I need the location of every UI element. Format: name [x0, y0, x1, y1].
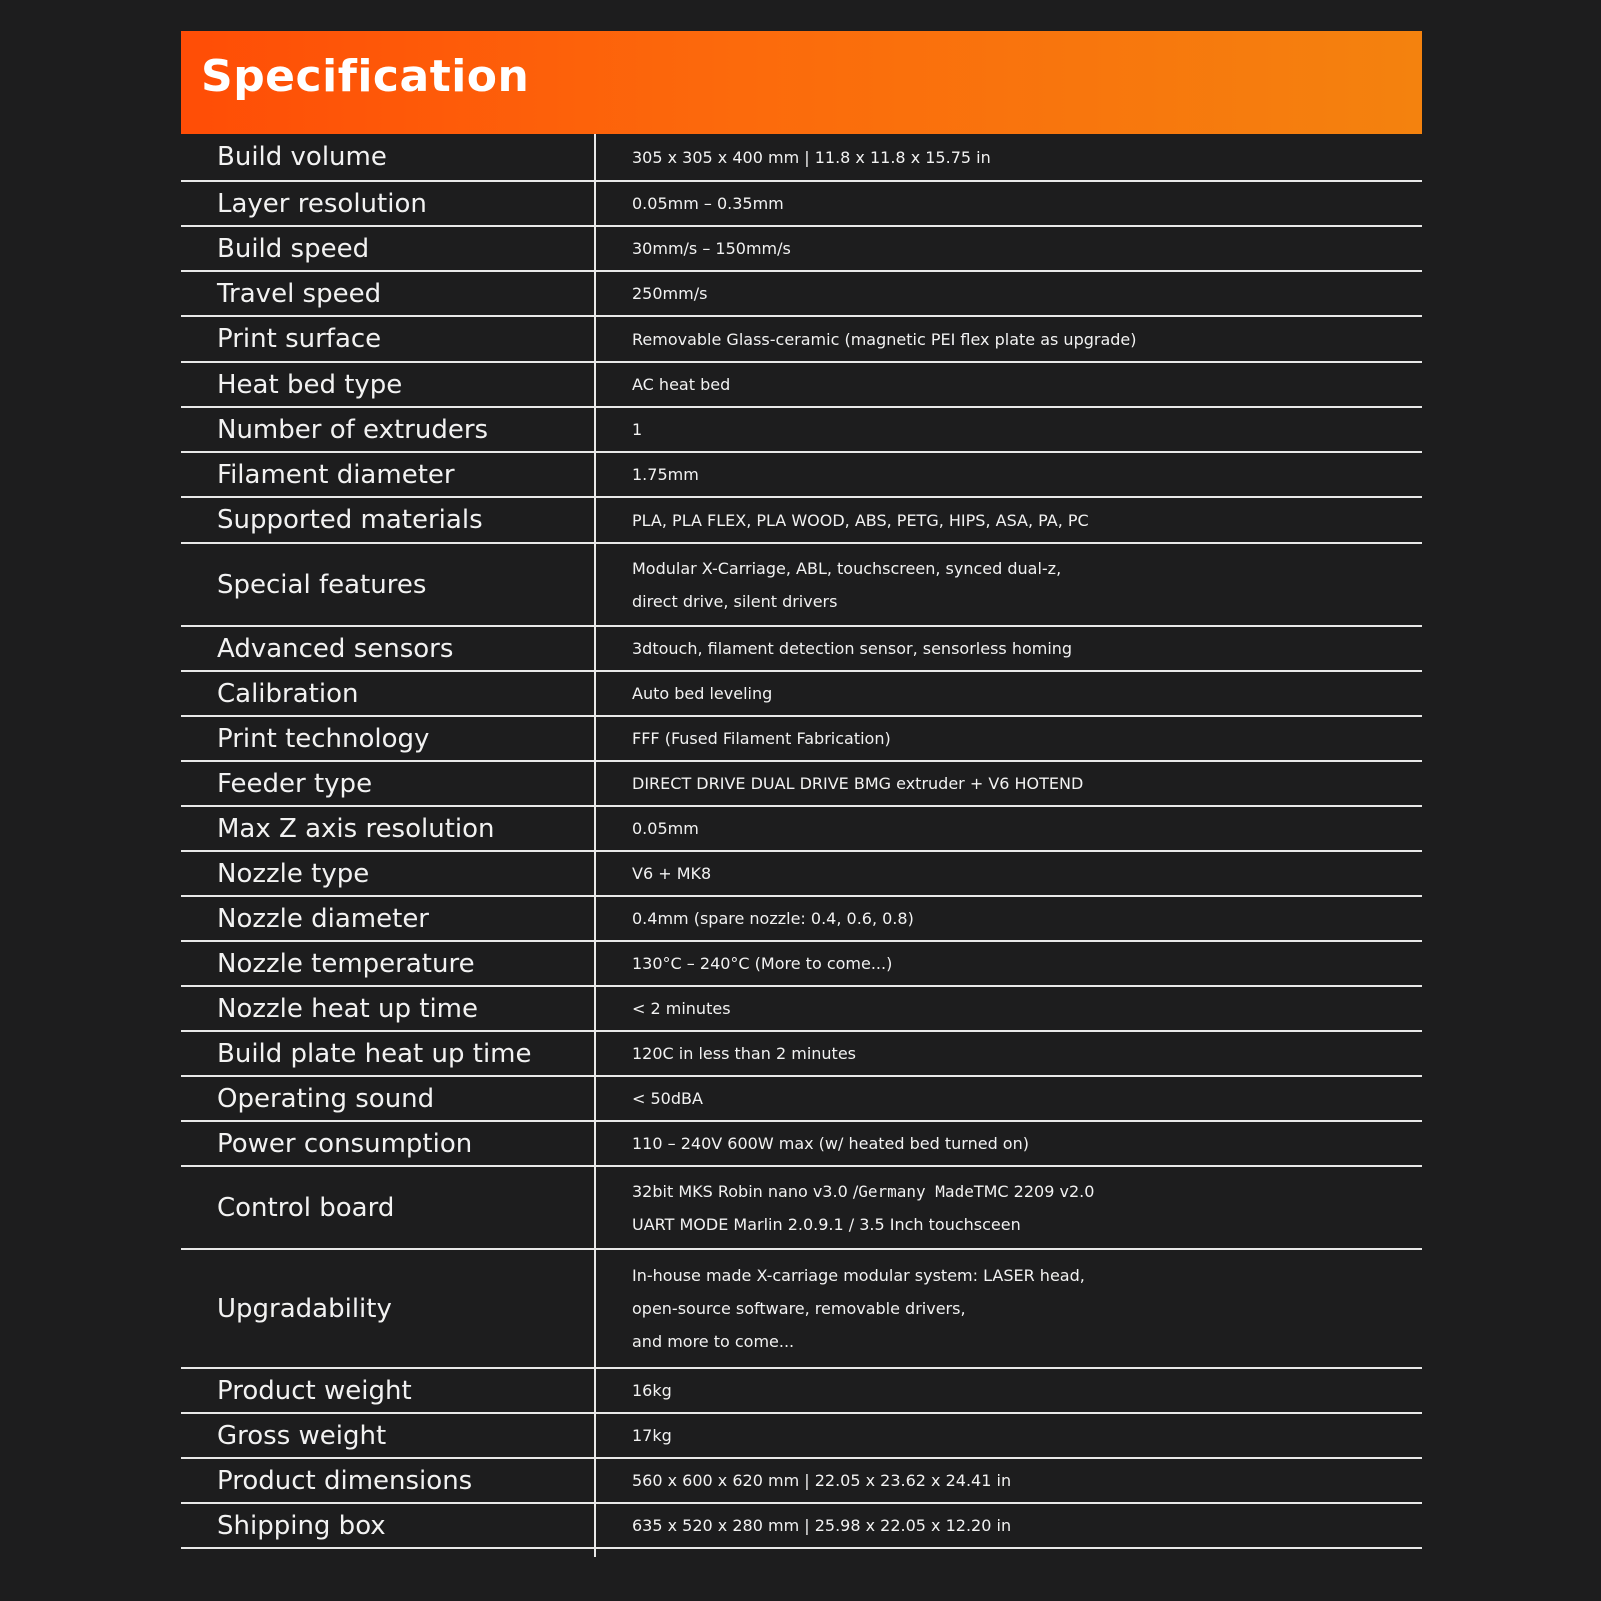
spec-row [181, 942, 1422, 987]
spec-value [596, 504, 1422, 537]
spec-label: Travel speed [217, 278, 382, 309]
spec-value-line: 1 [632, 420, 643, 439]
spec-value [596, 902, 1422, 935]
spec-value-line: and more to come... [632, 1332, 795, 1351]
spec-value [596, 1259, 1422, 1358]
spec-row [181, 498, 1422, 544]
spec-row [181, 852, 1422, 897]
spec-value [596, 232, 1422, 265]
spec-label: Number of extruders [217, 414, 489, 445]
spec-value [596, 677, 1422, 710]
spec-value-line: 120C in less than 2 minutes [632, 1044, 856, 1063]
spec-label: Supported materials [217, 505, 483, 535]
spec-value [596, 947, 1422, 980]
spec-value [596, 1464, 1422, 1497]
spec-value [596, 857, 1422, 890]
spec-row [181, 987, 1422, 1032]
spec-value-line: Modular X-Carriage, ABL, touchscreen, synced dual-z, [632, 558, 1062, 578]
spec-value-line: 305 x 305 x 400 mm | 11.8 x 11.8 x 15.75 in [632, 147, 991, 167]
spec-label: Nozzle temperature [217, 948, 475, 979]
spec-value-line: 1.75mm [632, 465, 699, 484]
spec-value [596, 1082, 1422, 1115]
spec-label: Print surface [217, 324, 382, 354]
spec-value-line: 0.4mm (spare nozzle: 0.4, 0.6, 0.8) [632, 909, 914, 928]
spec-table [181, 134, 1422, 1549]
spec-row [181, 317, 1422, 363]
spec-row [181, 272, 1422, 317]
spec-value [596, 413, 1422, 446]
spec-row [181, 408, 1422, 453]
spec-value [596, 1127, 1422, 1160]
spec-value [596, 323, 1422, 356]
spec-row [181, 672, 1422, 717]
spec-value-text: 32bit MKS Robin nano v3.0 / [632, 1181, 859, 1201]
spec-label: Heat bed type [217, 369, 403, 400]
spec-label: Nozzle diameter [217, 903, 429, 934]
spec-value-line: 16kg [632, 1381, 672, 1400]
spec-value [596, 1509, 1422, 1542]
spec-value-line: 635 x 520 x 280 mm | 25.98 x 22.05 x 12.20 in [632, 1516, 1012, 1535]
spec-header-banner [181, 31, 1422, 134]
spec-value-line: FFF (Fused Filament Fabrication) [632, 729, 891, 748]
spec-value [596, 141, 1422, 174]
spec-value [596, 368, 1422, 401]
spec-row [181, 1459, 1422, 1504]
spec-value-line: 17kg [632, 1426, 672, 1445]
spec-label: Product dimensions [217, 1465, 473, 1496]
spec-row [181, 807, 1422, 852]
spec-value-line: UART MODE Marlin 2.0.9.1 / 3.5 Inch touchsceen [632, 1214, 1021, 1234]
spec-value-line: direct drive, silent drivers [632, 591, 838, 611]
spec-value-line: < 50dBA [632, 1089, 703, 1108]
spec-value-line: 0.05mm – 0.35mm [632, 194, 784, 213]
spec-value [596, 458, 1422, 491]
spec-value-line: PLA, PLA FLEX, PLA WOOD, ABS, PETG, HIPS, ASA, PA, PC [632, 510, 1089, 530]
spec-label: Max Z axis resolution [217, 813, 495, 844]
spec-value-line: 30mm/s – 150mm/s [632, 239, 791, 258]
spec-value [596, 277, 1422, 310]
spec-row [181, 717, 1422, 762]
spec-row [181, 897, 1422, 942]
spec-value-mono: Germany Made [858, 1181, 974, 1201]
spec-row [181, 1414, 1422, 1459]
spec-label: Special features [217, 569, 427, 600]
spec-label: Upgradability [217, 1293, 392, 1324]
spec-label: Operating sound [217, 1083, 435, 1114]
spec-value-line: In-house made X-carriage modular system: LASER head, [632, 1266, 1085, 1285]
spec-label: Power consumption [217, 1128, 473, 1159]
spec-label: Filament diameter [217, 459, 455, 490]
spec-label: Gross weight [217, 1420, 387, 1451]
spec-value-tail: TMC 2209 v2.0 [973, 1181, 1095, 1201]
spec-value-line [632, 1175, 1422, 1208]
spec-row [181, 762, 1422, 807]
spec-value [596, 552, 1422, 618]
spec-value-line: 110 – 240V 600W max (w/ heated bed turned on) [632, 1134, 1029, 1153]
spec-value-line: AC heat bed [632, 375, 731, 394]
spec-row [181, 1077, 1422, 1122]
spec-label: Product weight [217, 1375, 412, 1406]
spec-label: Build plate heat up time [217, 1038, 532, 1069]
spec-value [596, 1037, 1422, 1070]
spec-value-line: Removable Glass-ceramic (magnetic PEI flex plate as upgrade) [632, 329, 1137, 349]
spec-value-line: 560 x 600 x 620 mm | 22.05 x 23.62 x 24.41 in [632, 1471, 1012, 1490]
spec-row [181, 1122, 1422, 1167]
spec-value [596, 992, 1422, 1025]
spec-value-line: 130°C – 240°C (More to come...) [632, 954, 893, 973]
spec-label: Print technology [217, 723, 430, 754]
spec-value-line: Auto bed leveling [632, 684, 773, 703]
spec-value-line: open-source software, removable drivers, [632, 1299, 966, 1318]
spec-value [596, 767, 1422, 800]
spec-row [181, 1167, 1422, 1250]
spec-value-line: DIRECT DRIVE DUAL DRIVE BMG extruder + V6 HOTEND [632, 774, 1084, 793]
spec-value [596, 722, 1422, 755]
spec-label: Nozzle type [217, 858, 370, 889]
spec-row [181, 134, 1422, 182]
spec-label: Build speed [217, 233, 370, 264]
spec-row [181, 1504, 1422, 1549]
spec-value-line: 250mm/s [632, 284, 708, 303]
spec-row [181, 182, 1422, 227]
spec-value [596, 1175, 1422, 1241]
spec-row [181, 627, 1422, 672]
spec-label: Build volume [217, 142, 387, 172]
spec-label: Calibration [217, 678, 359, 709]
spec-label: Shipping box [217, 1510, 386, 1541]
spec-value [596, 1374, 1422, 1407]
spec-value [596, 187, 1422, 220]
spec-label: Advanced sensors [217, 633, 454, 664]
spec-value [596, 812, 1422, 845]
spec-value [596, 1419, 1422, 1452]
spec-row [181, 1032, 1422, 1077]
spec-row [181, 1369, 1422, 1414]
spec-label: Nozzle heat up time [217, 993, 478, 1024]
spec-row [181, 363, 1422, 408]
spec-label: Feeder type [217, 768, 373, 799]
spec-value-line: 0.05mm [632, 819, 699, 838]
spec-value-line: V6 + MK8 [632, 864, 712, 883]
spec-row [181, 453, 1422, 498]
spec-row [181, 544, 1422, 627]
spec-row [181, 227, 1422, 272]
spec-value-line: < 2 minutes [632, 999, 731, 1018]
spec-label: Control board [217, 1192, 395, 1223]
spec-row [181, 1250, 1422, 1369]
spec-value-line: 3dtouch, filament detection sensor, sensorless homing [632, 639, 1073, 658]
spec-label: Layer resolution [217, 188, 427, 219]
page-title: Specification [201, 51, 530, 102]
spec-value [596, 632, 1422, 665]
